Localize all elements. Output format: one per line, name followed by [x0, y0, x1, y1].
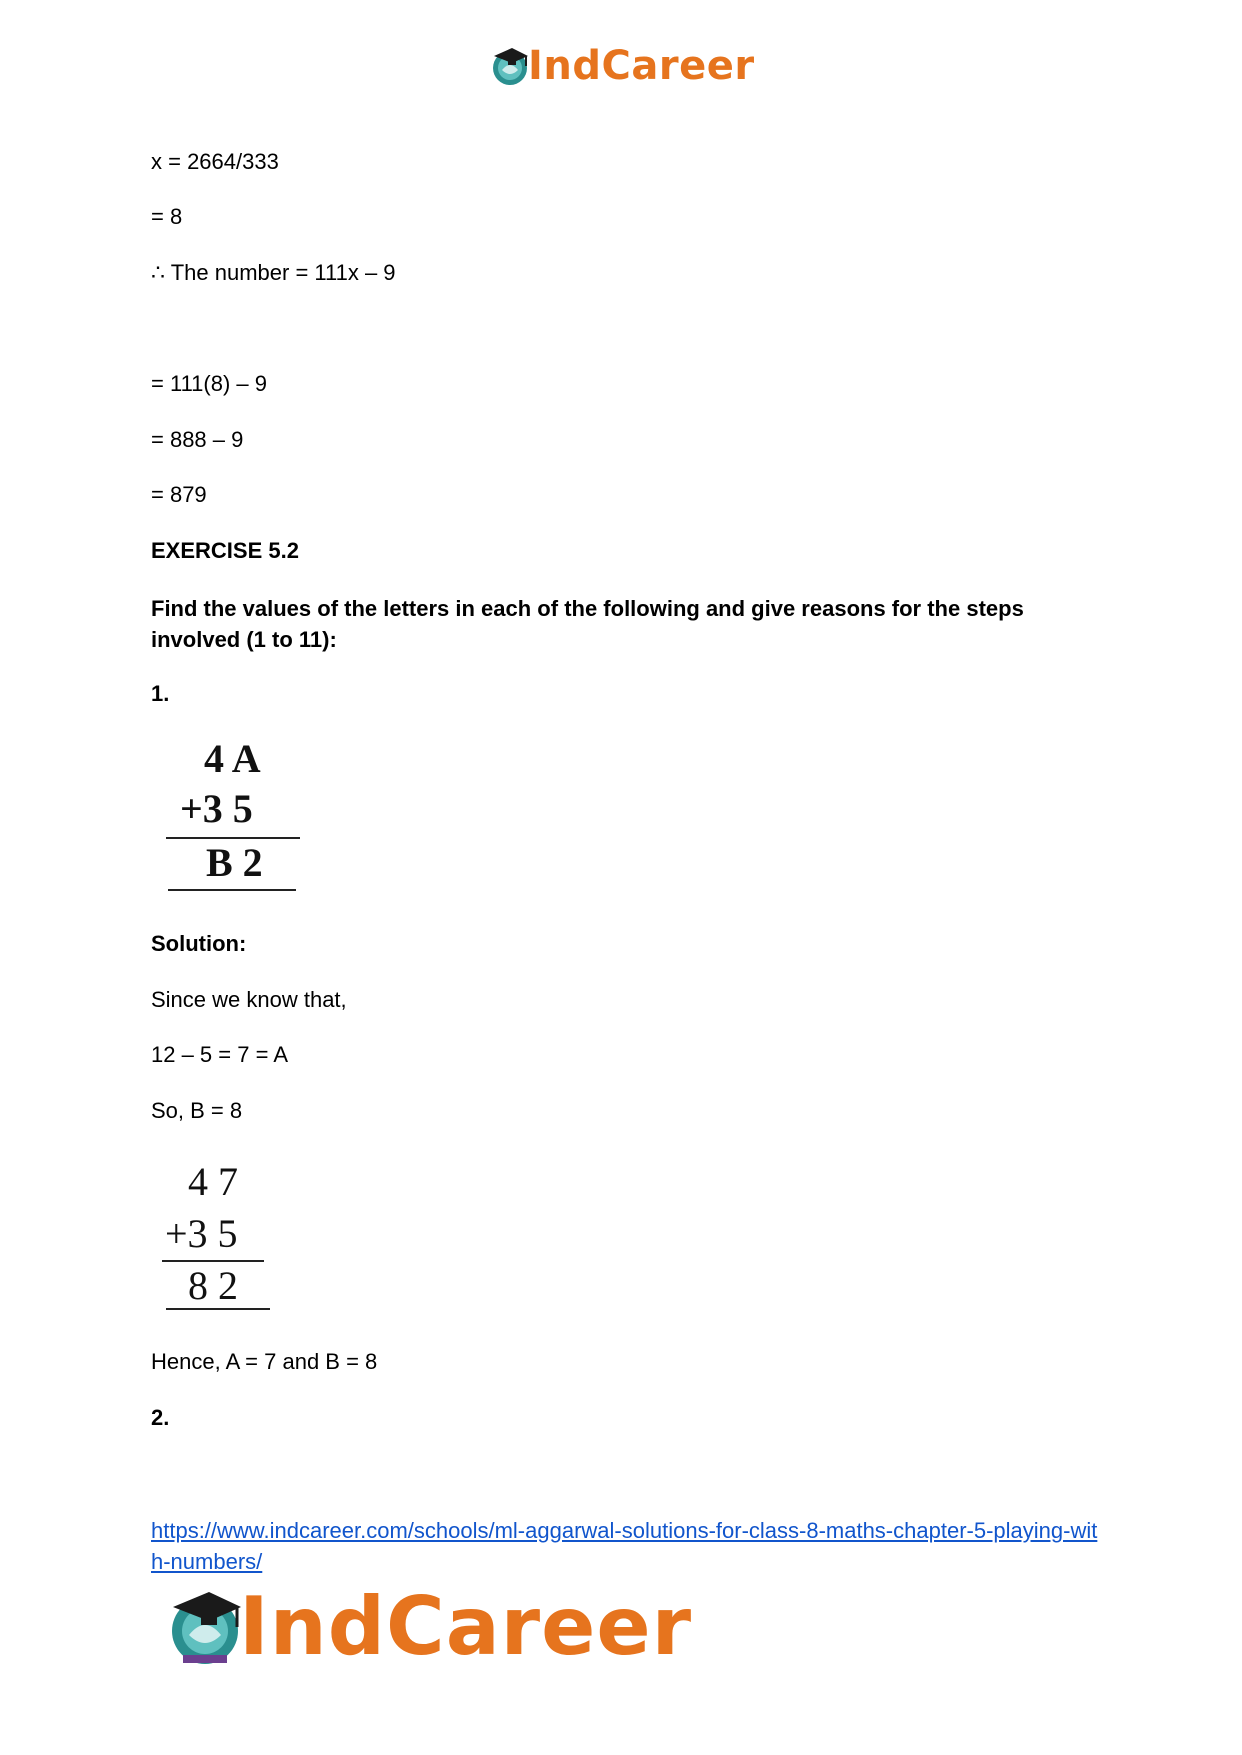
question-number: 2.	[151, 1405, 170, 1430]
equation-line: ∴ The number = 111x – 9	[151, 260, 396, 285]
equation-line: = 879	[151, 482, 207, 507]
equation-line: = 888 – 9	[151, 427, 244, 452]
sum-rule	[166, 1308, 270, 1310]
source-link[interactable]: https://www.indcareer.com/schools/ml-aggarwal-solutions-for-class-8-maths-chapter-5-playing-with-numbers/	[151, 1518, 1098, 1574]
graduation-cap-globe-icon	[488, 44, 532, 88]
result-row: B 2	[206, 840, 263, 885]
equation-line: = 8	[151, 204, 183, 229]
equation-line: x = 2664/333	[151, 149, 279, 174]
solution-line: 12 – 5 = 7 = A	[151, 1042, 289, 1067]
question-number: 1.	[151, 681, 170, 706]
sum-rule	[168, 889, 296, 891]
result-row: 8 2	[188, 1263, 238, 1308]
exercise-title: EXERCISE 5.2	[151, 538, 299, 563]
graduation-cap-globe-icon	[163, 1585, 247, 1669]
footer-logo	[163, 1582, 692, 1672]
answer-addition-figure	[160, 1158, 280, 1313]
equation-line: = 111(8) – 9	[151, 371, 267, 396]
addend-row: +3 5	[180, 786, 253, 831]
addend-row: 4 A	[204, 736, 261, 781]
header-logo-text: IndCareer	[528, 43, 755, 89]
solution-line: Since we know that,	[151, 987, 347, 1012]
addend-row: +3 5	[165, 1211, 238, 1256]
footer-logo-text: IndCareer	[239, 1580, 693, 1673]
exercise-instruction: Find the values of the letters in each of the following and give reasons for the steps involved (1 to 11):	[151, 596, 1024, 652]
solution-line: So, B = 8	[151, 1098, 243, 1123]
problem-addition-figure	[160, 735, 310, 895]
header-logo	[488, 40, 755, 92]
solution-conclusion: Hence, A = 7 and B = 8	[151, 1349, 378, 1374]
addend-row: 4 7	[188, 1159, 238, 1204]
solution-label: Solution:	[151, 931, 247, 956]
